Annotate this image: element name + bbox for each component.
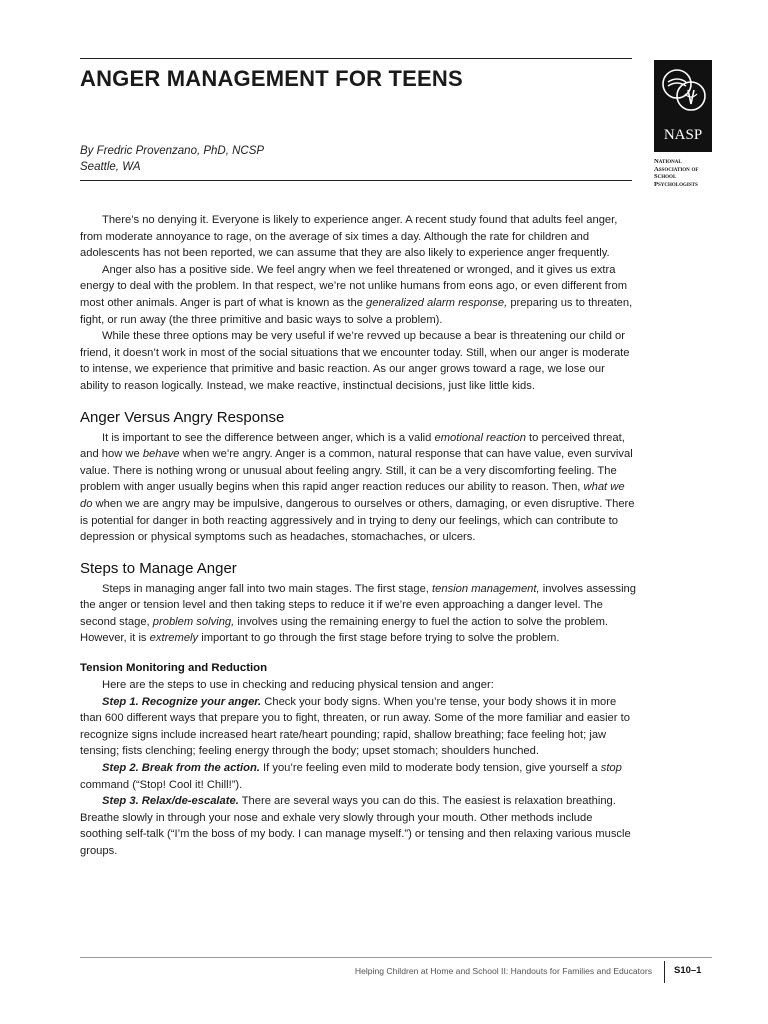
step-2: Step 2. Break from the action. If you’re feeling even mild to moderate body tension, give yourself a stop command (“Stop! Cool it! Chill!”). bbox=[80, 762, 622, 791]
tension-intro: Here are the steps to use in checking and reducing physical tension and anger: bbox=[102, 679, 494, 692]
step-2-label: Step 2. Break from the action. bbox=[102, 762, 260, 775]
org-name bbox=[654, 158, 724, 188]
nasp-logo bbox=[654, 60, 712, 152]
section-heading-anger-vs-response: Anger Versus Angry Response bbox=[80, 408, 285, 426]
article-body bbox=[80, 212, 636, 860]
step-3-label: Step 3. Relax/de-escalate. bbox=[102, 795, 239, 808]
step-1-label: Step 1. Recognize your anger. bbox=[102, 695, 262, 708]
org-line-1: National bbox=[654, 158, 682, 165]
section1-paragraph: It is important to see the difference between anger, which is a valid emotional reaction to perceived threat, and how we behave when we’re angry. Anger is a common, natural response that can have value, even survival value. There is nothing wrong or unusual about feeling angry. Still, it can be a very discomforting feeling. The problem with anger usually begins when this rapid anger reaction reduces our ability to reason. Then, what we do when we are angry may be impulsive, dangerous to ourselves or others, damaging, or even disruptive. There is potential for danger in both reacting aggressively and in trying to deny our feelings, which can contribute to depression or physical symptoms such as headaches, stomachaches, or ulcers. bbox=[80, 431, 635, 544]
top-rule bbox=[80, 58, 632, 59]
header-bottom-rule bbox=[80, 180, 632, 181]
intro-paragraph-1: There’s no denying it. Everyone is likely to experience anger. A recent study found that adults feel anger, from moderate annoyance to rage, on the average of six times a day. Although the rate for children and adolescents has not been reported, we can assume that they are also likely to experience anger frequently. bbox=[80, 214, 618, 260]
step-1: Step 1. Recognize your anger. Check your body signs. When you’re tense, your body shows it in more than 600 different ways that prepare you to fight, threaten, or run away. Some of the more familiar and easier to recognize signs include increased heart rate/heart pounding; rapid, shallow breathing; face feeling hot; jaw tensing; fists clenching; feeling energy through the body; upset stomach; shoulders hunched. bbox=[80, 695, 630, 758]
org-line-3: School bbox=[654, 173, 677, 181]
org-line-2: Association of bbox=[654, 165, 699, 173]
footer-publication: Helping Children at Home and School II: Handouts for Families and Educators bbox=[354, 966, 652, 976]
author-location: Seattle, WA bbox=[80, 161, 141, 173]
footer-rule bbox=[80, 957, 712, 958]
step-3: Step 3. Relax/de-escalate. There are several ways you can do this. The easiest is relaxation breathing. Breathe slowly in through your nose and exhale very slowly through your mouth. Other methods include soothing self-talk (“I’m the boss of my body. I can manage myself.”) or tensing and then relaxing various muscle groups. bbox=[80, 795, 631, 857]
section-heading-steps: Steps to Manage Anger bbox=[80, 559, 237, 577]
nasp-emblem-icon bbox=[654, 60, 712, 152]
intro-paragraph-2: Anger also has a positive side. We feel angry when we feel threatened or wronged, and it gives us extra energy to deal with the problem. In that respect, we’re not unlike humans from eons ago, or even different from most other animals. Anger is part of what is known as the generalized alarm response, preparing us to threaten, fight, or run away (the three primitive and basic ways to solve a problem). bbox=[80, 263, 633, 326]
author-name: By Fredric Provenzano, PhD, NCSP bbox=[80, 145, 265, 157]
page-number: S10–1 bbox=[674, 965, 702, 976]
byline bbox=[80, 143, 264, 175]
nasp-logo-text: NASP bbox=[663, 127, 703, 143]
footer-divider bbox=[664, 961, 665, 983]
page-title: ANGER MANAGEMENT FOR TEENS bbox=[80, 66, 463, 91]
org-line-4: Psychologists bbox=[654, 180, 698, 188]
section2-paragraph: Steps in managing anger fall into two main stages. The first stage, tension management, involves assessing the anger or tension level and then taking steps to reduce it if we’re even approaching a danger level. The second stage, problem solving, involves using the remaining energy to fuel the action to solve the problem. However, it is extremely important to go through the first stage before trying to solve the problem. bbox=[80, 582, 636, 645]
intro-paragraph-3: While these three options may be very useful if we’re revved up because a bear is threatening our child or friend, it doesn’t work in most of the social situations that we encounter today. Still, when our anger is moderate to intense, we experience that primitive and basic reaction. As our anger grows toward a rage, we lose our ability to reason logically. Instead, we make reactive, instinctual decisions, just like little kids. bbox=[80, 330, 630, 392]
subsection-heading-tension: Tension Monitoring and Reduction bbox=[80, 662, 268, 675]
